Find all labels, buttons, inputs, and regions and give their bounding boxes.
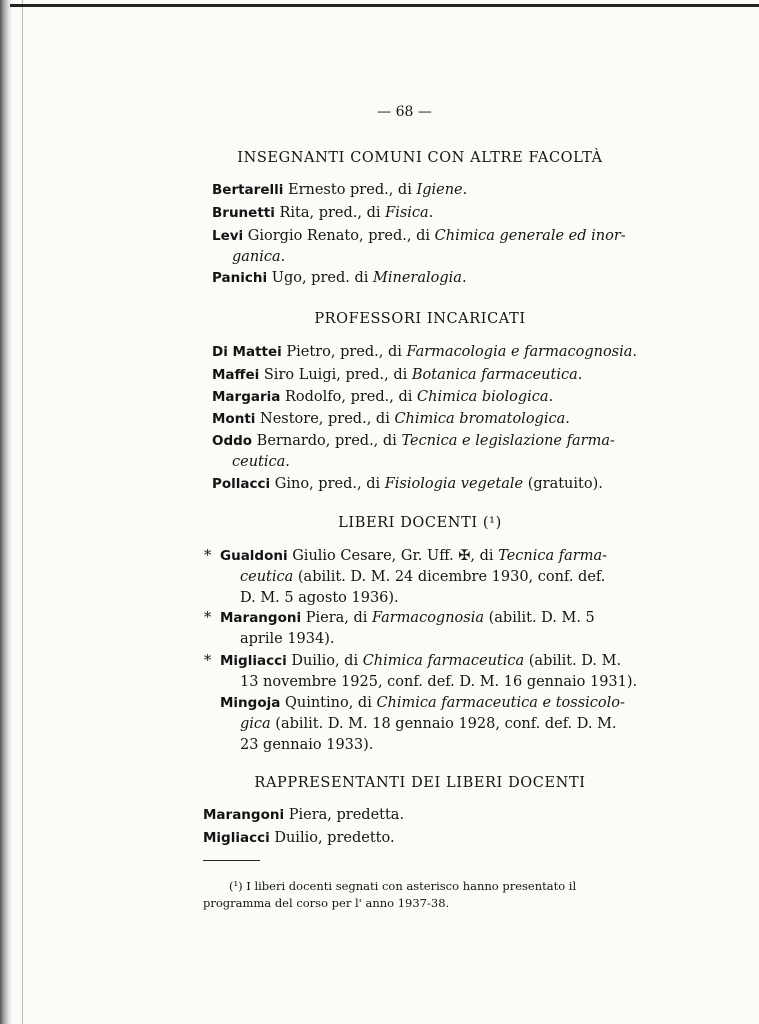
entry-text-continued-2: D. M. 5 agosto 1936). [240,590,399,606]
asterisk-mark: * [204,653,212,669]
entry-name: Bertarelli [212,182,284,198]
entry-name: Marangoni [220,610,302,626]
entry-subject: Chimica generale ed inor- [434,228,626,244]
entry-name: Mingoja [220,695,281,711]
entry-tail: . [632,344,638,360]
entry-text: Quintino, di [280,695,377,711]
entry-text-continued: aprile 1934). [240,631,335,647]
heading-liberi-docenti [200,515,640,531]
entry-name: Di Mattei [212,344,282,360]
entry-pollacci [212,474,642,495]
entry-subject-continued: ceutica. [232,454,290,470]
footnote-marker: (¹) [229,879,243,893]
entry-marangoni [204,608,640,650]
heading-text: LIBERI DOCENTI [338,515,478,531]
entry-monti [212,409,642,430]
entry-subject: Chimica biologica [417,389,549,405]
footnote [203,878,635,912]
scan-margin-line [22,0,23,1024]
entry-name: Levi [212,228,244,244]
entry-name: Margaria [212,389,281,405]
entry-text: Pietro, pred., di [281,344,407,360]
entry-gualdoni [204,546,640,609]
entry-text: Ernesto pred., di [283,182,417,198]
entry-name: Maffei [212,367,260,383]
entry-migliacci-rappr [203,828,633,849]
footnote-reference: (¹) [482,515,502,531]
entry-migliacci [204,651,640,693]
entry-marangoni-rappr [203,805,633,826]
entry-tail: . [461,270,467,286]
heading-insegnanti-comuni: INSEGNANTI COMUNI CON ALTRE FACOLTÀ [237,150,603,166]
entry-continued [220,567,640,588]
entry-name: Gualdoni [220,548,288,564]
entry-oddo [212,431,642,473]
entry-panichi [212,268,642,289]
entry-margaria [212,387,642,408]
scan-top-border [10,4,759,7]
entry-subject: Chimica farmaceutica [362,653,525,669]
entry-text: Gino, pred., di [270,476,385,492]
entry-subject: Chimica farmaceutica e tossicolo- [376,695,625,711]
entry-name: Panichi [212,270,268,286]
entry-text: Rodolfo, pred., di [280,389,418,405]
entry-text: Bernardo, pred., di [252,433,402,449]
entry-text: Duilio, di [286,653,363,669]
page-number: — 68 — [377,104,432,120]
entry-subject: Fisica [385,205,429,221]
heading-rappresentanti: RAPPRESENTANTI DEI LIBERI DOCENTI [254,775,586,791]
entry-subject: Fisiologia vegetale [384,476,524,492]
asterisk-mark: * [204,610,212,626]
entry-maffei [212,365,642,386]
entry-mingoja [220,693,640,756]
entry-tail: . [565,411,570,427]
footnote-text: I liberi docenti segnati con asterisco hanno presentato il programma del corso per l' anno 1937-38. [203,879,577,910]
entry-tail: . [462,182,468,198]
entry-subject-continued: ceutica [240,569,294,585]
asterisk-mark: * [204,548,212,564]
entry-tail: (abilit. D. M. [524,653,622,669]
entry-text-continued: (abilit. D. M. 24 dicembre 1930, conf. def. [293,569,606,585]
entry-continued [220,714,640,735]
entry-subject: Chimica bromatologica [394,411,566,427]
entry-subject: Igiene [416,182,463,198]
entry-text: Rita, pred., di [274,205,386,221]
footnote-rule [203,860,260,861]
entry-name: Oddo [212,433,253,449]
entry-name: Marangoni [203,807,285,823]
entry-name: Migliacci [203,830,270,846]
heading-professori-incaricati: PROFESSORI INCARICATI [314,311,526,327]
entry-text: Ugo, pred. di [267,270,374,286]
entry-tail: . [428,205,434,221]
entry-name: Migliacci [220,653,287,669]
entry-text-continued-2: 23 gennaio 1933). [240,737,374,753]
entry-text: Giorgio Renato, pred., di [243,228,435,244]
entry-di-mattei [212,342,642,363]
entry-subject: Tecnica farma- [498,548,607,564]
entry-name: Brunetti [212,205,275,221]
entry-text: Nestore, pred., di [255,411,395,427]
entry-brunetti [212,203,642,224]
entry-text: Giulio Cesare, Gr. Uff. ✠, di [287,548,499,564]
entry-name: Pollacci [212,476,271,492]
entry-text: Piera, predetta. [284,807,405,823]
entry-text-continued: 13 novembre 1925, conf. def. D. M. 16 gennaio 1931). [240,674,638,690]
entry-text: Duilio, predetto. [269,830,395,846]
entry-subject: Mineralogia [373,270,462,286]
entry-tail: . [577,367,583,383]
scan-left-edge [0,0,12,1024]
entry-subject-continued: gica [240,716,271,732]
entry-subject: Tecnica e legislazione farma- [401,433,615,449]
entry-subject: Botanica farmaceutica [411,367,578,383]
entry-text: Siro Luigi, pred., di [259,367,412,383]
entry-subject: Farmacognosia [372,610,485,626]
entry-levi [212,226,642,268]
entry-bertarelli [212,180,642,201]
entry-subject: Farmacologia e farmacognosia [406,344,633,360]
entry-tail: (abilit. D. M. 5 [484,610,595,626]
entry-text: Piera, di [301,610,373,626]
entry-name: Monti [212,411,256,427]
entry-tail: (gratuito). [523,476,603,492]
entry-subject-continued: ganica. [232,249,286,265]
entry-tail: . [548,389,554,405]
entry-text-continued: (abilit. D. M. 18 gennaio 1928, conf. def. D. M. [270,716,617,732]
